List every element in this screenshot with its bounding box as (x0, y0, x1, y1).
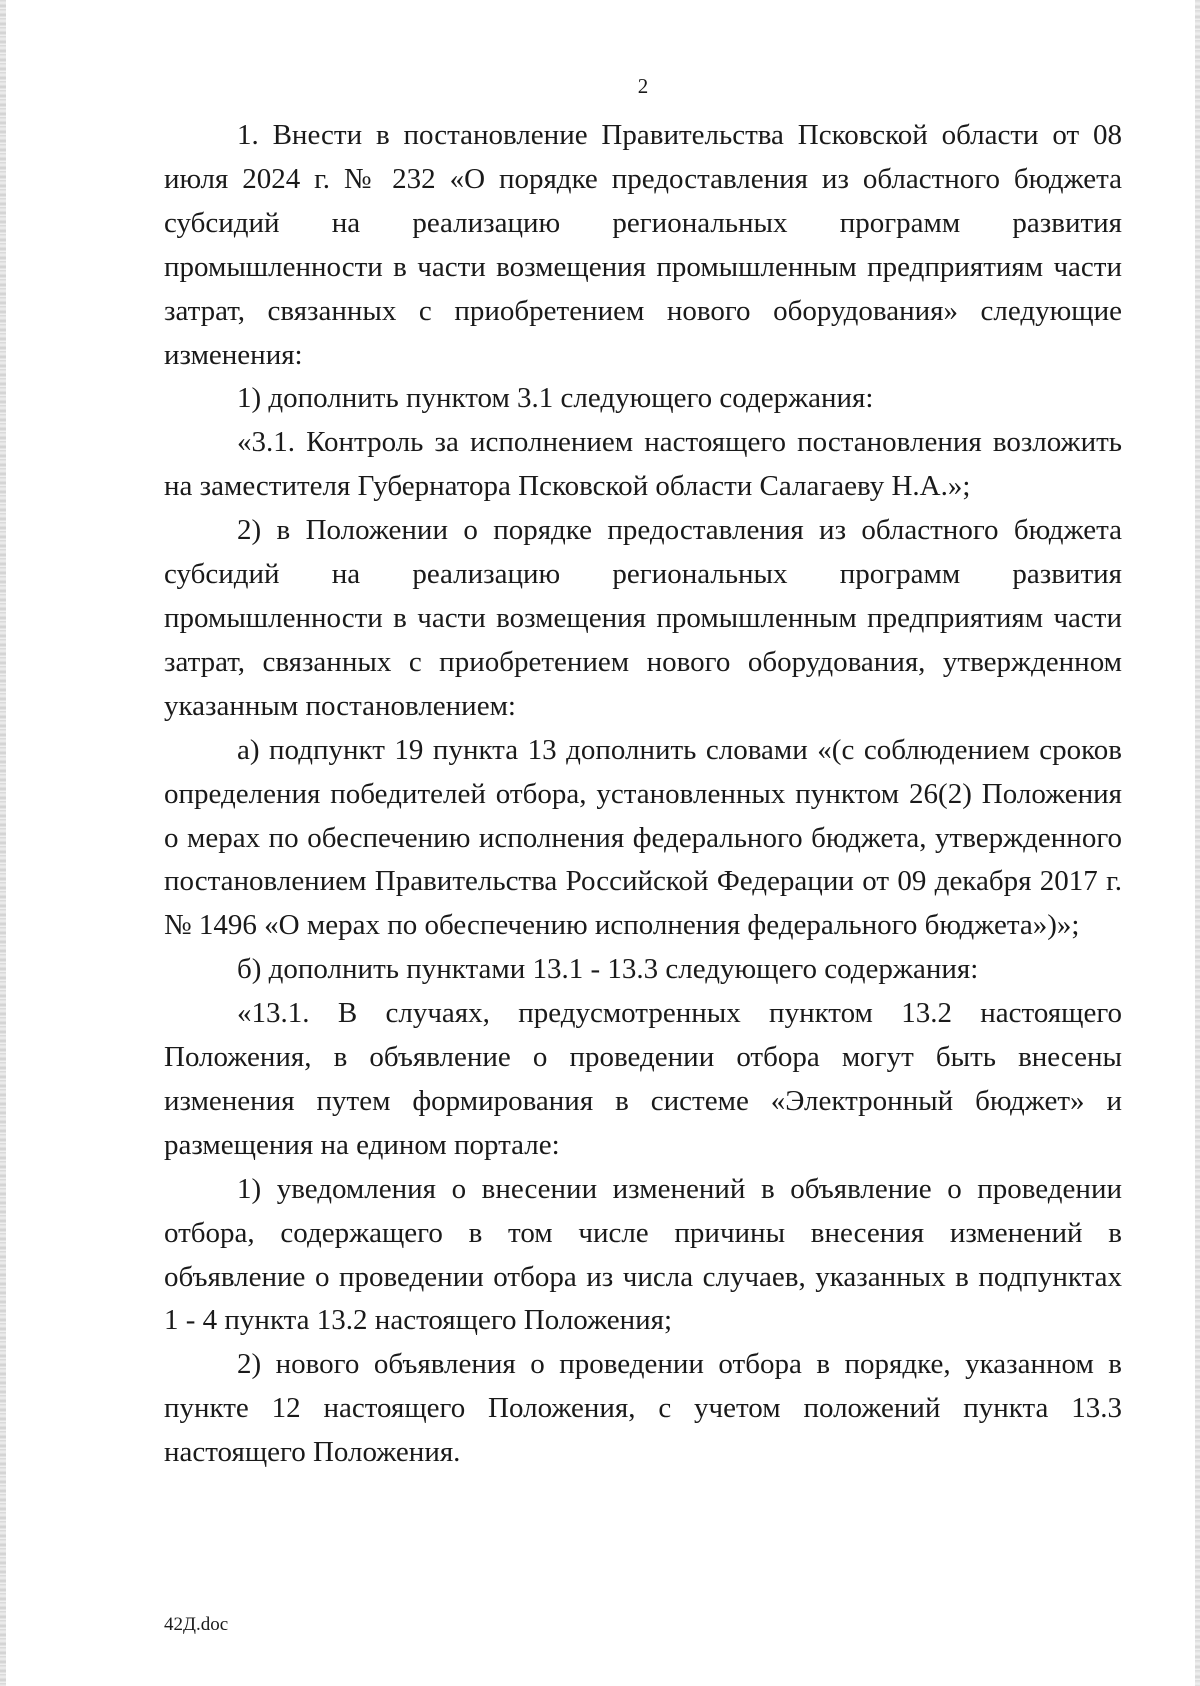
paragraph-item-1: 1. Внести в постановление Правительства Псковской области от 08 июля 2024 г. № 232 «О порядке предоставления из областного бюджета субсидий на реализацию региональных программ развития промышленности в части возмещения промышленным предприятиям части затрат, связанных с приобретением нового оборудования» следующие изменения: (164, 119, 1122, 371)
page-number: 2 (637, 74, 649, 98)
paragraph-subitem-1: 1) дополнить пунктом 3.1 следующего содержания: (237, 382, 874, 415)
scan-edge-left (0, 0, 6, 1686)
paragraph-clause-13-1: «13.1. В случаях, предусмотренных пунктом 13.2 настоящего Положения, в объявление о проведении отбора могут быть внесены изменения путем формирования в системе «Электронный бюджет» и размещения на едином портале: (164, 997, 1122, 1161)
footer-filename: 42Д.doc (164, 1614, 229, 1635)
paragraph-subitem-a: а) подпункт 19 пункта 13 дополнить словами «(с соблюдением сроков определения победителей отбора, установленных пунктом 26(2) Положения о мерах по обеспечению исполнения федерального бюджета, утвержденного постановлением Правительства Российской Федерации от 09 декабря 2017 г. № 1496 «О мерах по обеспечению исполнения федерального бюджета»)»; (164, 733, 1122, 942)
paragraph-subitem-b: б) дополнить пунктами 13.1 - 13.3 следующего содержания: (237, 953, 979, 986)
scan-edge-right (1195, 0, 1200, 1686)
document-body (164, 114, 1122, 1475)
paragraph-clause-13-1-item-1: 1) уведомления о внесении изменений в объявление о проведении отбора, содержащего в том числе причины внесения изменений в объявление о проведении отбора из числа случаев, указанных в подпунктах 1 - 4 пункта 13.2 настоящего Положения; (164, 1172, 1122, 1337)
paragraph-clause-13-1-item-2: 2) нового объявления о проведении отбора в порядке, указанном в пункте 12 настоящего Положения, с учетом положений пункта 13.3 настоящего Положения. (164, 1348, 1122, 1469)
paragraph-clause-3-1: «3.1. Контроль за исполнением настоящего постановления возложить на заместителя Губернатора Псковской области Салагаеву Н.А.»; (164, 426, 1122, 503)
paragraph-subitem-2: 2) в Положении о порядке предоставления из областного бюджета субсидий на реализацию региональных программ развития промышленности в части возмещения промышленным предприятиям части затрат, связанных с приобретением нового оборудования, утвержденном указанным постановлением: (164, 514, 1122, 722)
